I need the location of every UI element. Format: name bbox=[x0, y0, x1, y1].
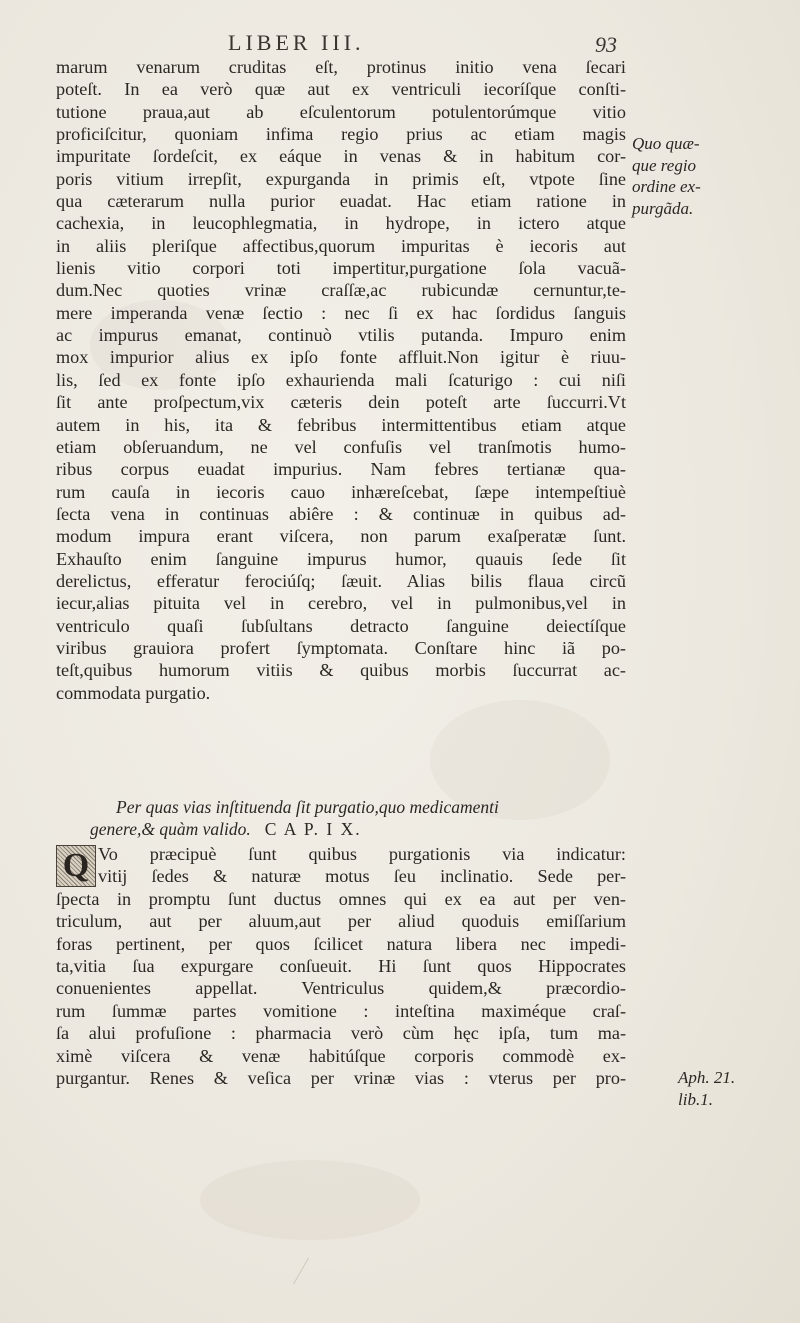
text-line: poteſt. In ea verò quæ aut ex ventriculi iecoríſque conſti- bbox=[56, 79, 626, 100]
text-line: ſpecta in promptu ſunt ductus omnes qui ex ea aut per ven- bbox=[56, 888, 626, 909]
text-line: mere imperanda venæ ſectio : nec ſi ex hac ſordidus ſanguis bbox=[56, 302, 626, 323]
marginal-note-line: que regio bbox=[632, 155, 697, 175]
text-line: cachexia, in leucophlegmatia, in hydrope, in ictero atque bbox=[56, 213, 626, 234]
text-line: ta,vitia ſua expurgare conſueuit. Hi ſunt quos Hippocrates bbox=[56, 955, 626, 976]
chapter-number: C A P. I X. bbox=[264, 819, 362, 840]
text-line: proficiſcitur, quoniam infima regio prius ac etiam magis bbox=[56, 124, 626, 145]
text-line: lienis vitio corpori toti impertitur,purgatione ſola vacuã- bbox=[56, 258, 626, 279]
text-line: teſt,quibus humorum vitiis & quibus morbis ſuccurrat ac- bbox=[56, 660, 626, 681]
text-line: marum venarum cruditas eſt, protinus initio vena ſecari bbox=[56, 57, 626, 77]
marginal-note-line: ordine ex- bbox=[632, 177, 701, 196]
text-line: tutione praua,aut ab eſculentorum potulentorúmque vitio bbox=[56, 101, 626, 122]
running-title: LIBER III. bbox=[228, 30, 365, 55]
text-line: rum cauſa in iecoris cauo inhæreſcebat, ſæpe intempeſtiuè bbox=[56, 481, 626, 502]
text-line: ac impurus emanat, continuò vtilis putanda. Impuro enim bbox=[56, 325, 626, 346]
text-line: ſit ante proſpectum,vix cæteris dein poteſt arte ſuccurri.Vt bbox=[56, 392, 626, 413]
marginal-note-quo-quaeque bbox=[632, 133, 701, 219]
text-line: ribus corpus euadat impurius. Nam febres tertianæ qua- bbox=[56, 459, 626, 480]
marginal-note-line: Quo quæ- bbox=[632, 134, 700, 153]
text-line: commodata purgatio. bbox=[56, 682, 211, 703]
text-line: derelictus, efferatur ferociúſq; ſæuit. Alias bilis flaua circũ bbox=[56, 570, 626, 591]
chapter-heading-line: Per quas vias inſtituenda ſit purgatio,quo medicamenti bbox=[116, 797, 499, 817]
text-line: impuritate ſordeſcit, ex eáque in venas & in habitum cor- bbox=[56, 146, 626, 167]
text-line: rum ſummæ partes vomitione : inteſtina maximéque craſ- bbox=[56, 1000, 626, 1021]
text-line: Vo præcipuè ſunt quibus purgationis via indicatur: bbox=[98, 844, 626, 864]
text-line: triculum, aut per aluum,aut per aliud quoduis emiſſarium bbox=[56, 911, 626, 932]
text-line: ventriculo quaſi ſubſultans detracto ſanguine deiectíſque bbox=[56, 615, 626, 636]
text-line: lis, ſed ex fonte ipſo exhaurienda mali ſcaturigo : cui niſi bbox=[56, 369, 626, 390]
text-line: in aliis pleriſque affectibus,quorum impuritas è iecoris aut bbox=[56, 235, 626, 256]
decorated-initial-q: Q bbox=[56, 845, 96, 887]
text-line: foras pertinent, per quos ſcilicet natura libera nec impedi- bbox=[56, 933, 626, 954]
text-line: vitij ſedes & naturæ motus ſeu inclinatio. Sede per- bbox=[98, 866, 626, 887]
marginal-note-aphorism-reference bbox=[678, 1067, 735, 1110]
paper-stain bbox=[200, 1160, 420, 1240]
chapter-heading-line bbox=[56, 818, 626, 840]
text-line: modum impura erant viſcera, non parum exaſperatæ ſunt. bbox=[56, 526, 626, 547]
marginal-note-line: Aph. 21. bbox=[678, 1068, 736, 1087]
text-line: etiam obſeruandum, ne vel confuſis vel tranſmotis humo- bbox=[56, 436, 626, 457]
text-line: poris vitium irrepſit, expurganda in primis eſt, vtpote ſine bbox=[56, 168, 626, 189]
text-line: qua cæterarum nulla purior euadat. Hac etiam ratione in bbox=[56, 191, 626, 212]
text-line: iecur,alias pituita vel in cerebro, vel in pulmonibus,vel in bbox=[56, 593, 626, 614]
text-line: mox impurior alius ex ipſo fonte affluit.Non igitur è riuu- bbox=[56, 347, 626, 368]
text-line: ſecta vena in continuas abiêre : & continuæ in quibus ad- bbox=[56, 503, 626, 524]
marginal-note-line: purgãda. bbox=[632, 198, 694, 218]
text-line: purgantur. Renes & veſica per vrinæ vias : vterus per pro- bbox=[56, 1067, 626, 1088]
chapter-text-block bbox=[56, 843, 626, 1089]
chapter-heading bbox=[56, 796, 626, 841]
text-line: ximè viſcera & venæ habitúſque corporis commodè ex- bbox=[56, 1045, 626, 1066]
text-line: conuenientes appellat. Ventriculus quidem,& præcordio- bbox=[56, 978, 626, 999]
text-line: viribus grauiora profert ſymptomata. Conſtare hinc iã po- bbox=[56, 637, 626, 658]
chapter-heading-text: genere,& quàm valido. bbox=[90, 819, 251, 840]
text-line: dum.Nec quoties vrinæ craſſæ,ac rubicundæ cernuntur,te- bbox=[56, 280, 626, 301]
text-line: ſa alui profuſione : pharmacia verò cùm hęc ipſa, tum ma- bbox=[56, 1023, 626, 1044]
text-line: Exhauſto enim ſanguine impurus humor, quauis ſede ſit bbox=[56, 548, 626, 569]
page-number: 93 bbox=[595, 32, 617, 57]
marginal-note-line: lib.1. bbox=[678, 1089, 713, 1109]
text-line: autem in his, ita & febribus intermittentibus etiam atque bbox=[56, 414, 626, 435]
main-text-block bbox=[56, 56, 626, 704]
